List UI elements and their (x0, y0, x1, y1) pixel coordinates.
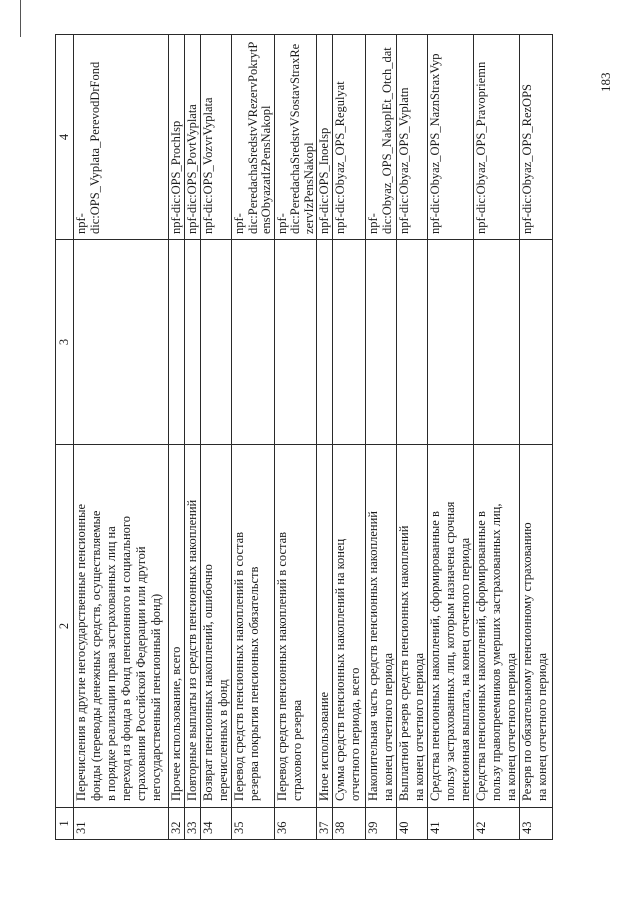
indicator-name: Иное использование (317, 445, 333, 808)
table-row (428, 35, 474, 840)
taxonomy-code: npf-dic:Obyaz_OPS_NaznStraxVyp (428, 35, 474, 240)
indicator-name: Средства пенсионных накоплений, сформированные в пользу застрахованных лиц, которым назначена срочная пенсионная выплата, на конец отчетного периода (428, 445, 474, 808)
empty-cell (274, 240, 317, 445)
row-number: 31 (74, 808, 169, 840)
table-row (333, 35, 366, 840)
row-number: 36 (274, 808, 317, 840)
empty-cell (428, 240, 474, 445)
empty-cell (74, 240, 169, 445)
taxonomy-code: npf- dic:PeredachaSredstvVRezervPokrytP ensObyazatIzPensNakopl (232, 35, 275, 240)
table-row (74, 35, 169, 840)
table-row (474, 35, 520, 840)
taxonomy-code: npf-dic:Obyaz_OPS_Regulyat (333, 35, 366, 240)
empty-cell (185, 240, 201, 445)
empty-cell (169, 240, 185, 445)
taxonomy-code: npf-dic:Obyaz_OPS_Vyplatn (397, 35, 428, 240)
taxonomy-code: npf-dic:OPS_VozvrVyplata (201, 35, 232, 240)
indicator-name: Прочее использование, всего (169, 445, 185, 808)
table-row (317, 35, 333, 840)
table-row (397, 35, 428, 840)
taxonomy-code: npf- dic:PeredachaSredstvVSostavStraxRe zervIzPensNakopl (274, 35, 317, 240)
indicator-name: Выплатной резерв средств пенсионных накоплений на конец отчетного периода (397, 445, 428, 808)
indicator-name: Перевод средств пенсионных накоплений в состав резерва покрытия пенсионных обязательств (232, 445, 275, 808)
indicator-name: Сумма средств пенсионных накоплений на конец отчетного периода, всего (333, 445, 366, 808)
empty-cell (366, 240, 397, 445)
row-number: 35 (232, 808, 275, 840)
taxonomy-code: npf- dic:Obyaz_OPS_NakoplEt_Otch_dat (366, 35, 397, 240)
table-row (520, 35, 553, 840)
page-number: 183 (598, 72, 613, 92)
column-header-3: 3 (56, 240, 74, 445)
empty-cell (317, 240, 333, 445)
indicator-name: Средства пенсионных накоплений, сформированные в пользу правопреемников умерших застрахованных лиц, на конец отчетного периода (474, 445, 520, 808)
table-row (274, 35, 317, 840)
taxonomy-code: npf-dic:OPS_PovtVyplata (185, 35, 201, 240)
empty-cell (201, 240, 232, 445)
row-number: 37 (317, 808, 333, 840)
column-header-1: 1 (56, 808, 74, 840)
indicator-name: Возврат пенсионных накоплений, ошибочно перечисленных в фонд (201, 445, 232, 808)
row-number: 39 (366, 808, 397, 840)
indicator-name: Перечисления в другие негосударственные пенсионные фонды (переводы денежных средств, осуществляемые в порядке реализации права застрахованных лиц на переход из фонда в Фонд пенсионного и социального страхования Российской Федерации или другой негосударственный пенсионный фонд) (74, 445, 169, 808)
row-number: 38 (333, 808, 366, 840)
table-row (366, 35, 397, 840)
empty-cell (232, 240, 275, 445)
empty-cell (397, 240, 428, 445)
row-number: 41 (428, 808, 474, 840)
indicator-name: Резерв по обязательному пенсионному страхованию на конец отчетного периода (520, 445, 553, 808)
empty-cell (474, 240, 520, 445)
table-row (185, 35, 201, 840)
row-number: 43 (520, 808, 553, 840)
column-header-4: 4 (56, 35, 74, 240)
table-header-row (56, 35, 74, 840)
taxonomy-code: npf-dic:Obyaz_OPS_Pravopriemn (474, 35, 520, 240)
row-number: 40 (397, 808, 428, 840)
table-row (232, 35, 275, 840)
empty-cell (520, 240, 553, 445)
indicator-name: Перевод средств пенсионных накоплений в состав страхового резерва (274, 445, 317, 808)
table-row (169, 35, 185, 840)
taxonomy-code: npf-dic:Obyaz_OPS_RezOPS (520, 35, 553, 240)
empty-cell (333, 240, 366, 445)
indicator-name: Накопительная часть средств пенсионных накоплений на конец отчетного периода (366, 445, 397, 808)
taxonomy-code: npf- dic:OPS_Vyplata_PerevodDrFond (74, 35, 169, 240)
row-number: 42 (474, 808, 520, 840)
indicator-name: Повторные выплаты из средств пенсионных накоплений (185, 445, 201, 808)
row-number: 32 (169, 808, 185, 840)
table-row (201, 35, 232, 840)
data-table (55, 34, 553, 840)
taxonomy-code: npf-dic:OPS_InoeIsp (317, 35, 333, 240)
column-header-2: 2 (56, 445, 74, 808)
taxonomy-code: npf-dic:OPS_ProchIsp (169, 35, 185, 240)
row-number: 33 (185, 808, 201, 840)
row-number: 34 (201, 808, 232, 840)
